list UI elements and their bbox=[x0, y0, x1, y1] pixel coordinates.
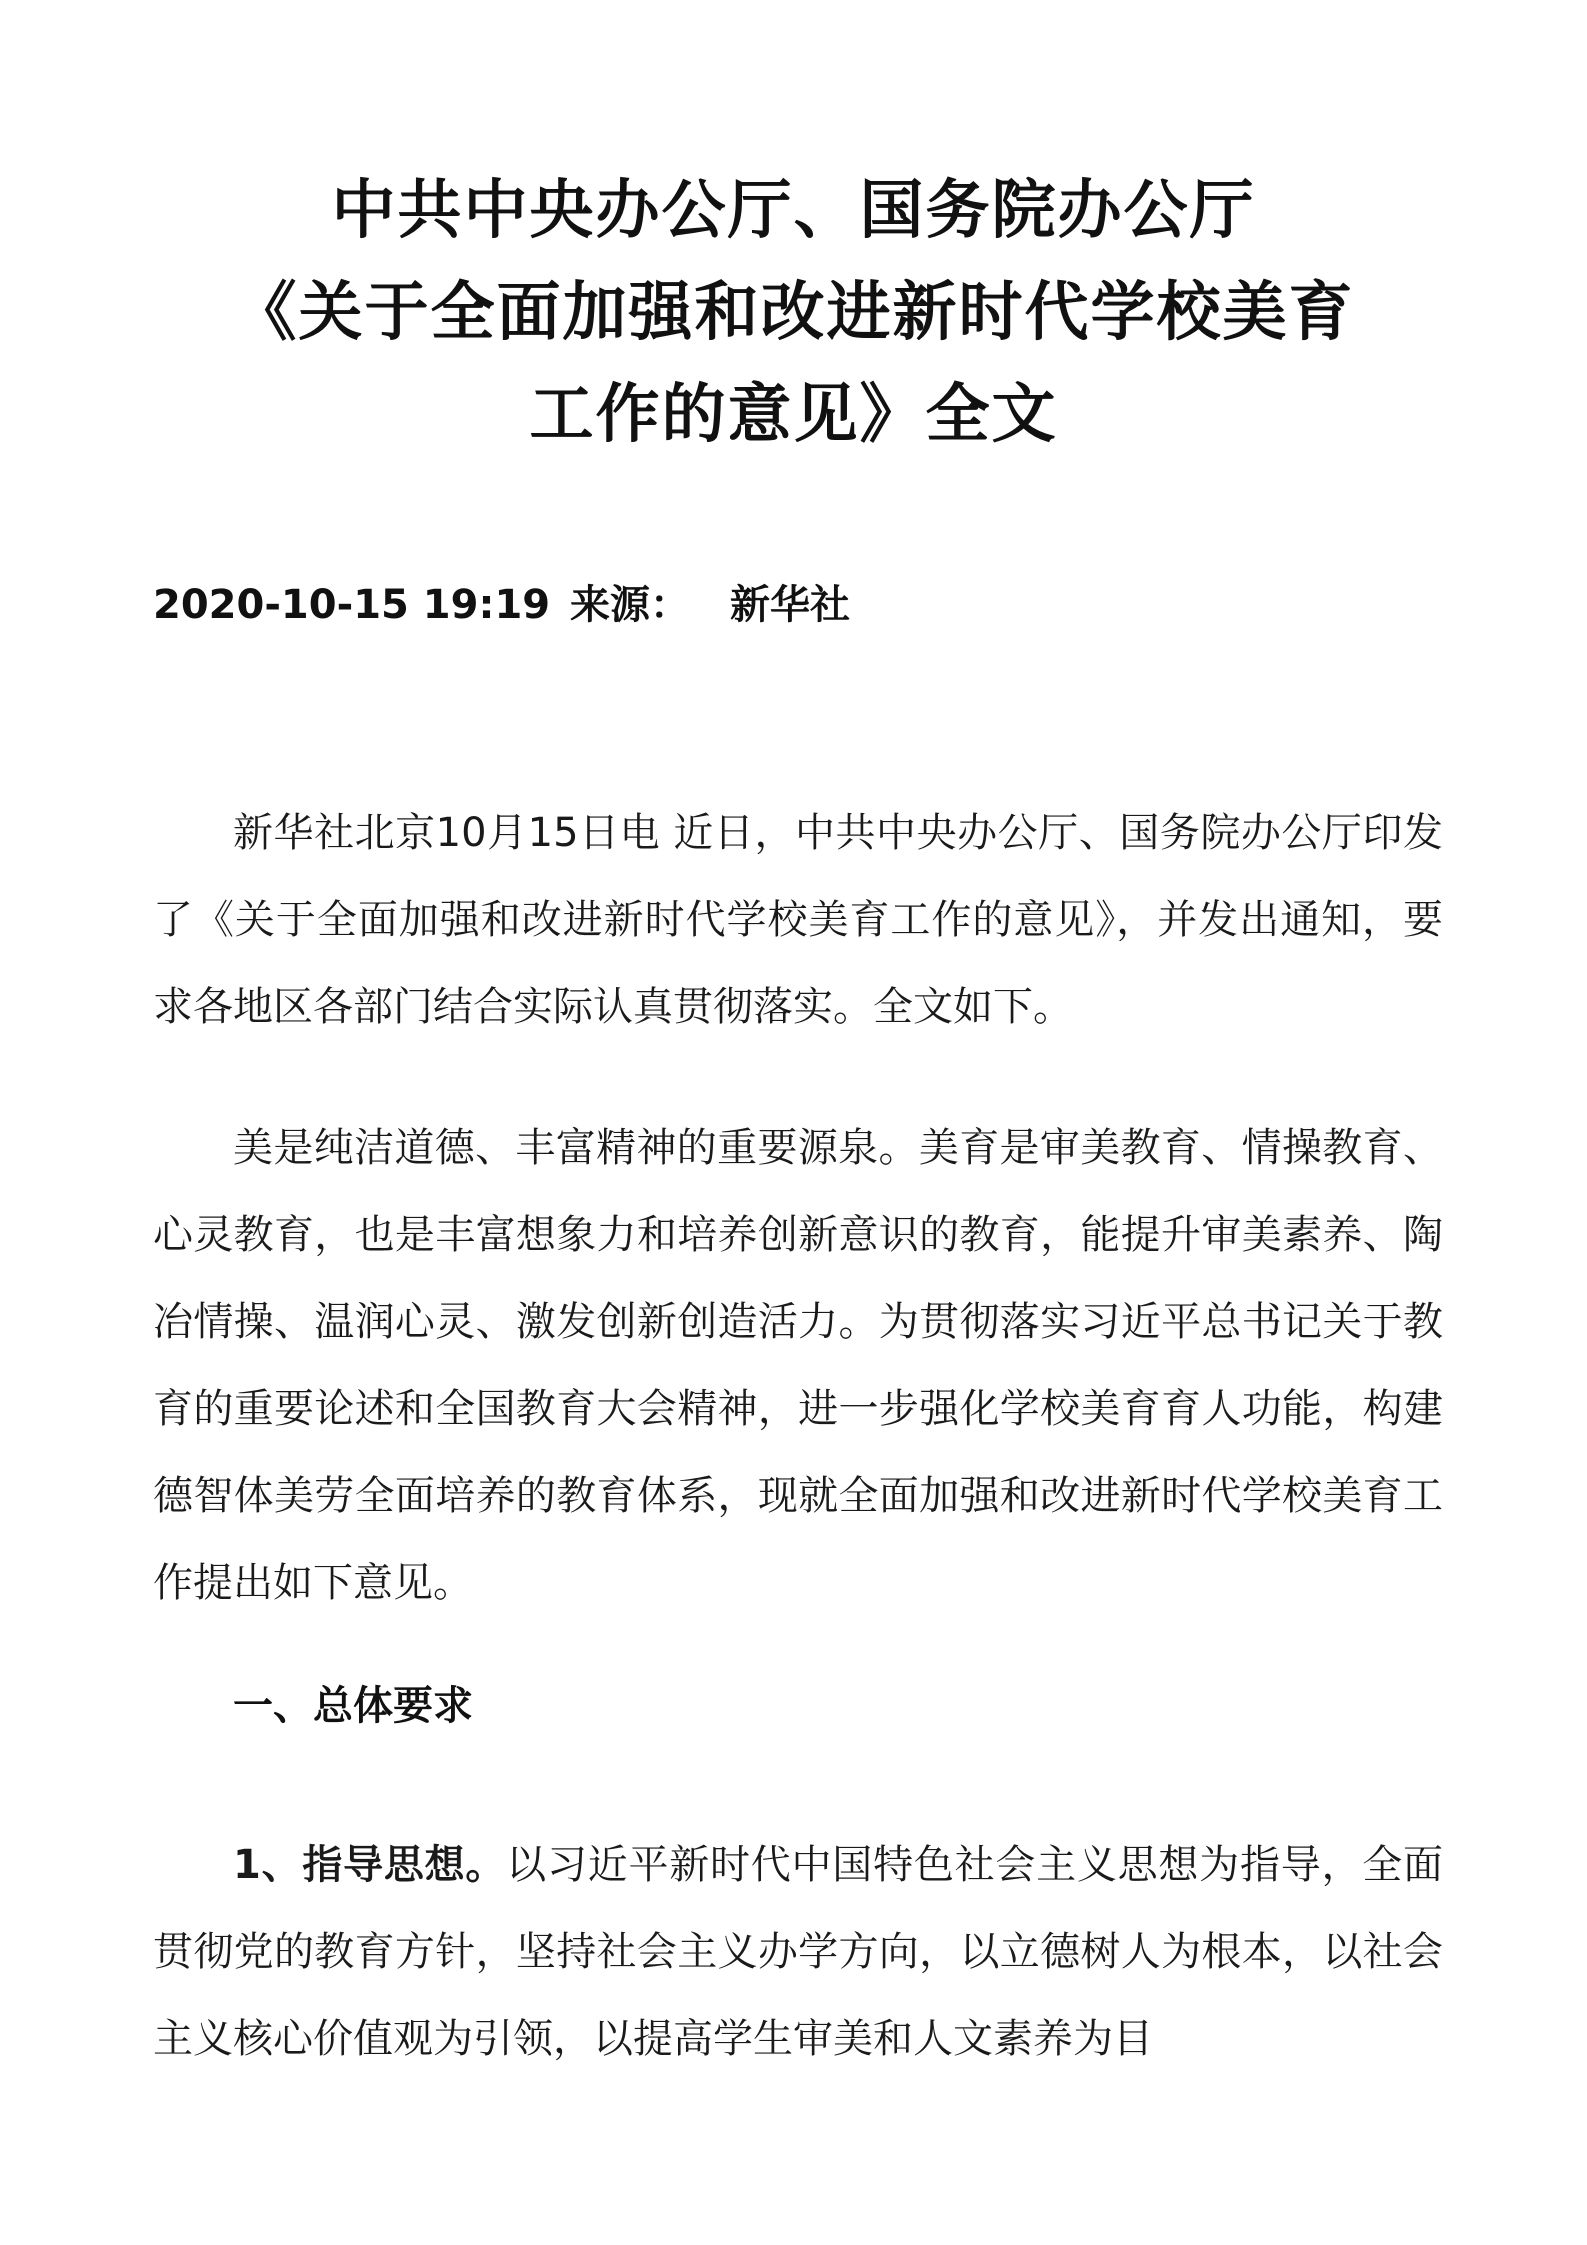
article-meta bbox=[153, 575, 850, 635]
paragraph-intro: 新华社北京10月15日电 近日，中共中央办公厅、国务院办公厅印发了《关于全面加强和改进新时代学校美育工作的意见》，并发出通知，要求各地区各部门结合实际认真贯彻落实。全文如下。 bbox=[153, 810, 1443, 1030]
source-label: 来源： bbox=[570, 582, 691, 628]
title-line-1: 中共中央办公厅、国务院办公厅 bbox=[331, 174, 1256, 248]
section-heading: 一、总体要求 bbox=[233, 1683, 473, 1729]
paragraph-preamble: 美是纯洁道德、丰富精神的重要源泉。美育是审美教育、情操教育、心灵教育，也是丰富想象力和培养创新意识的教育，能提升审美素养、陶冶情操、温润心灵、激发创新创造活力。为贯彻落实习近平总书记关于教育的重要论述和全国教育大会精神，进一步强化学校美育育人功能，构建德智体美劳全面培养的教育体系，现就全面加强和改进新时代学校美育工作提出如下意见。 bbox=[153, 1125, 1443, 1606]
source-name: 新华社 bbox=[729, 582, 850, 628]
title-line-3: 工作的意见》全文 bbox=[529, 378, 1058, 452]
title-line-2: 《关于全面加强和改进新时代学校美育 bbox=[232, 276, 1355, 350]
document-title bbox=[130, 160, 1457, 466]
item-1-block bbox=[153, 1822, 1443, 2083]
item-1-text: 以习近平新时代中国特色社会主义思想为指导，全面贯彻党的教育方针，坚持社会主义办学方向，以立德树人为根本，以社会主义核心价值观为引领，以提高学生审美和人文素养为目 bbox=[153, 1842, 1443, 2062]
item-1-paragraph bbox=[153, 1822, 1443, 2083]
item-1-lead: 1、指导思想。 bbox=[233, 1842, 507, 1888]
publish-datetime: 2020-10-15 19:19 bbox=[153, 582, 551, 628]
paragraph-1-block bbox=[153, 790, 1443, 1051]
paragraph-2-block bbox=[153, 1105, 1443, 1627]
section-heading-block bbox=[153, 1663, 1443, 1750]
